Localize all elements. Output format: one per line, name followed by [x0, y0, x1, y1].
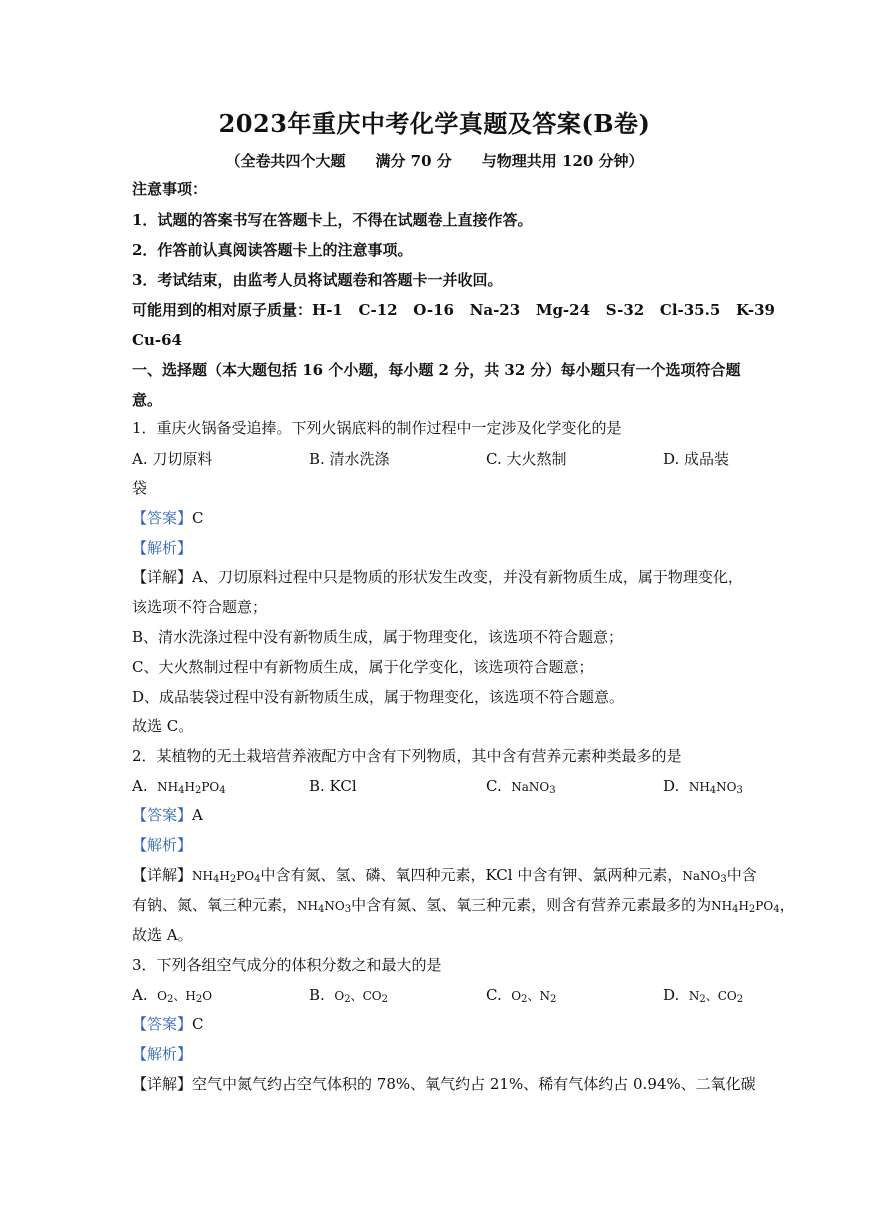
q2-option-a: A. $NH_4H_2PO_4$ — [132, 777, 226, 796]
atomic-mass-c: C-12 — [358, 301, 398, 319]
atomic-mass-label: 可能用到的相对原子质量： — [132, 301, 313, 319]
q1-detail-2: 该选项不符合题意； — [132, 598, 268, 616]
atomic-mass-cu: Cu-64 — [132, 331, 182, 349]
q3-detail-1 — [132, 1074, 756, 1094]
q1-option-a: A. 刀切原料 — [132, 450, 213, 468]
atomic-mass-s: S-32 — [605, 301, 645, 319]
q3-option-a: A. $O_2$、$H_2O$ — [132, 986, 213, 1005]
q2-detail-3: 故选 A。 — [132, 926, 193, 944]
q3-stem: 3．下列各组空气成分的体积分数之和最大的是 — [132, 956, 442, 974]
q1-option-b: B. 清水洗涤 — [309, 450, 390, 468]
exam-subtitle — [0, 150, 869, 171]
q3-option-c: C. $O_2$、$N_2$ — [486, 986, 557, 1005]
atomic-mass-cl: Cl-35.5 — [659, 301, 721, 319]
atomic-mass-mg: Mg-24 — [535, 301, 591, 319]
notice-3: 3．考试结束，由监考人员将试题卷和答题卡一并收回。 — [132, 271, 503, 289]
q1-answer-value: C — [192, 509, 204, 527]
q3-detail-text: 空气中氮气约占空气体积的 78%、氧气约占 21%、稀有气体约占 0.94%、二氧化碳 — [192, 1075, 756, 1093]
q1-option-d: D. 成品装 — [663, 450, 730, 468]
q2-answer-label: 【答案】 — [132, 806, 193, 824]
notice-heading: 注意事项： — [132, 180, 208, 198]
q1-answer-label: 【答案】 — [132, 509, 193, 527]
q2-answer — [132, 805, 742, 825]
q1-detail-5: D、成品装袋过程中没有新物质生成，属于物理变化，该选项不符合题意。 — [132, 688, 625, 706]
notice-2: 2．作答前认真阅读答题卡上的注意事项。 — [132, 241, 413, 259]
document-title: 2023年重庆中考化学真题及答案(B卷) — [218, 109, 651, 138]
section-1-heading: 一、选择题（本大题包括 16 个小题，每小题 2 分，共 32 分）每小题只有一个选项符合题 — [132, 361, 741, 379]
q2-answer-value: A — [192, 806, 203, 824]
q1-detail-3: B、清水洗涤过程中没有新物质生成，属于物理变化，该选项不符合题意； — [132, 628, 624, 646]
q3-answer — [132, 1014, 742, 1034]
q1-analysis-label: 【解析】 — [132, 539, 193, 557]
atomic-mass-o: O-16 — [413, 301, 454, 319]
q1-detail-6: 故选 C。 — [132, 717, 194, 735]
q1-detail-text-1: A、刀切原料过程中只是物质的形状发生改变，并没有新物质生成，属于物理变化， — [192, 568, 743, 586]
q3-analysis-label: 【解析】 — [132, 1045, 193, 1063]
q3-detail-label: 【详解】 — [132, 1075, 193, 1093]
subtitle-part-1: （全卷共四个大题 — [225, 152, 346, 170]
q2-analysis-label: 【解析】 — [132, 836, 193, 854]
q3-answer-value: C — [192, 1015, 204, 1033]
notice-1: 1．试题的答案书写在答题卡上，不得在试题卷上直接作答。 — [132, 211, 533, 229]
q2-stem: 2．某植物的无土栽培营养液配方中含有下列物质，其中含有营养元素种类最多的是 — [132, 747, 682, 765]
subtitle-part-3: 与物理共用 120 分钟） — [481, 152, 644, 170]
q2-option-c: C. NaNO$_3$ — [486, 777, 556, 796]
q1-option-d-wrap: 袋 — [132, 479, 148, 497]
q2-option-d: D. $NH_4NO_3$ — [663, 777, 743, 796]
q2-detail-2: 有钠、氮、氧三种元素，$NH_4NO_3$中含有氮、氢、氧三种元素，则含有营养元素最多的为$NH_4H_2PO_4$， — [132, 896, 795, 915]
q3-option-b: B. $O_2$、$CO_2$ — [309, 986, 388, 1005]
subtitle-part-2: 满分 70 分 — [375, 152, 452, 170]
atomic-mass-line — [132, 300, 775, 320]
q2-option-b: B. KCl — [309, 777, 357, 795]
q1-detail-4: C、大火熬制过程中有新物质生成，属于化学变化，该选项符合题意； — [132, 658, 594, 676]
q3-answer-label: 【答案】 — [132, 1015, 193, 1033]
q1-stem: 1．重庆火锅备受追捧。下列火锅底料的制作过程中一定涉及化学变化的是 — [132, 419, 622, 437]
atomic-mass-na: Na-23 — [469, 301, 521, 319]
q1-detail-label: 【详解】 — [132, 568, 193, 586]
q1-option-c: C. 大火熬制 — [486, 450, 567, 468]
q2-detail-1: 【详解】$NH_4H_2PO_4$中含有氮、氢、磷、氧四种元素，KCl 中含有钾、氯两种元素，NaNO$_3$中含 — [132, 866, 757, 885]
atomic-mass-k: K-39 — [735, 301, 775, 319]
q1-answer — [132, 508, 742, 528]
atomic-mass-h: H-1 — [312, 301, 343, 319]
q2-detail-label: 【详解】 — [132, 866, 193, 884]
section-1-heading-cont: 意。 — [132, 391, 163, 409]
q3-option-d: D. $N_2$、$CO_2$ — [663, 986, 744, 1005]
q1-detail-1 — [132, 567, 752, 587]
